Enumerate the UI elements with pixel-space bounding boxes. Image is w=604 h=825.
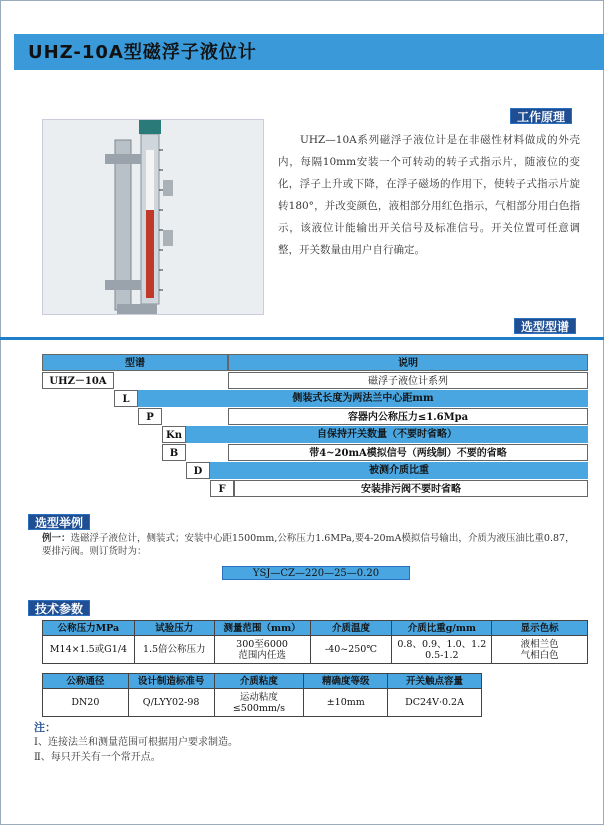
- section-tag-example: 选型举例: [28, 514, 90, 530]
- example-text: [42, 532, 582, 558]
- param-cell: -40~250℃: [310, 636, 392, 664]
- spec-head-model: 型谱: [42, 354, 228, 371]
- spec-desc: 自保持开关数量（不要时省略）: [186, 426, 588, 443]
- page-title: UHZ-10A型磁浮子液位计: [28, 42, 257, 63]
- spec-code: D: [186, 462, 210, 479]
- param-table-1: [42, 620, 588, 664]
- spec-code: F: [210, 480, 234, 497]
- param-header: 显示色标: [492, 621, 588, 636]
- spec-code: B: [162, 444, 186, 461]
- param-header: 介质比重g/mm: [392, 621, 492, 636]
- param-cell: DN20: [43, 689, 129, 717]
- notes-title: 注：: [34, 721, 56, 734]
- param-cell: 300至6000 范围内任选: [214, 636, 310, 664]
- spec-code: P: [138, 408, 162, 425]
- spec-code: L: [114, 390, 138, 407]
- spec-desc: 安装排污阀不要时省略: [234, 480, 588, 497]
- param-header: 精确度等级: [304, 674, 388, 689]
- principle-text: UHZ—10A系列磁浮子液位计是在非磁性材料做成的外壳内，每隔10mm安装一个可转动的转子式指示片，随液位的变化，浮子上升或下降，在浮子磁场的作用下，使转子式指示片旋转180°，并改变颜色，液相部分用红色指示，气相部分用白色指示，该液位计能输出开关信号及标准信号。开关位置可任意调整，开关数量由用户自行确定。: [278, 134, 580, 256]
- spec-desc: 被测介质比重: [210, 462, 588, 479]
- param-cell: 1.5倍公称压力: [134, 636, 214, 664]
- spec-desc: 容器内公称压力≤1.6Mpa: [228, 408, 588, 425]
- note-item: Ⅰ、连接法兰和测量范围可根据用户要求制造。: [34, 737, 238, 748]
- param-header: 设计制造标准号: [128, 674, 214, 689]
- spec-desc: 带4~20mA模拟信号（两线制）不要的省略: [228, 444, 588, 461]
- spec-desc: 侧装式长度为两法兰中心距mm: [138, 390, 588, 407]
- param-cell: 0.8、0.9、1.0、1.2 0.5-1.2: [392, 636, 492, 664]
- param-header: 介质温度: [310, 621, 392, 636]
- param-header: 试验压力: [134, 621, 214, 636]
- param-header: 测量范围（mm）: [214, 621, 310, 636]
- param-header: 介质粘度: [214, 674, 304, 689]
- spec-head-desc: 说明: [228, 354, 588, 371]
- spec-code: Kn: [162, 426, 186, 443]
- example-body: 选磁浮子液位计，侧装式；安装中心距1500mm,公称压力1.6MPa,要4-20mA模拟信号输出，介质为液压油比重0.87，要排污阀。则订货时为：: [42, 533, 575, 557]
- spec-desc: 磁浮子液位计系列: [228, 372, 588, 389]
- section-tag-principle: 工作原理: [510, 108, 572, 124]
- param-cell: 液相兰色 气相白色: [492, 636, 588, 664]
- param-cell: ±10mm: [304, 689, 388, 717]
- product-photo: [42, 119, 264, 315]
- section-tag-params: 技术参数: [28, 600, 90, 616]
- divider: [0, 337, 604, 340]
- param-header: 公称压力MPa: [43, 621, 135, 636]
- spec-code: UHZ－10A: [42, 372, 114, 389]
- param-cell: M14×1.5或G1/4: [43, 636, 135, 664]
- param-header: 公称通径: [43, 674, 129, 689]
- example-model-code: YSJ—CZ—220—25—0.20: [222, 566, 410, 580]
- param-table-2: [42, 673, 482, 717]
- title-bar: [14, 34, 604, 70]
- note-item: Ⅱ、每只开关有一个常开点。: [34, 752, 161, 763]
- section-tag-spectrum: 选型型谱: [514, 318, 576, 334]
- param-cell: 运动粘度 ≤500mm/s: [214, 689, 304, 717]
- example-label: 例一：: [42, 533, 71, 544]
- param-header: 开关触点容量: [388, 674, 482, 689]
- param-cell: DC24V·0.2A: [388, 689, 482, 717]
- param-cell: Q/LYY02-98: [128, 689, 214, 717]
- spec-table: [42, 354, 588, 500]
- notes: [34, 720, 238, 765]
